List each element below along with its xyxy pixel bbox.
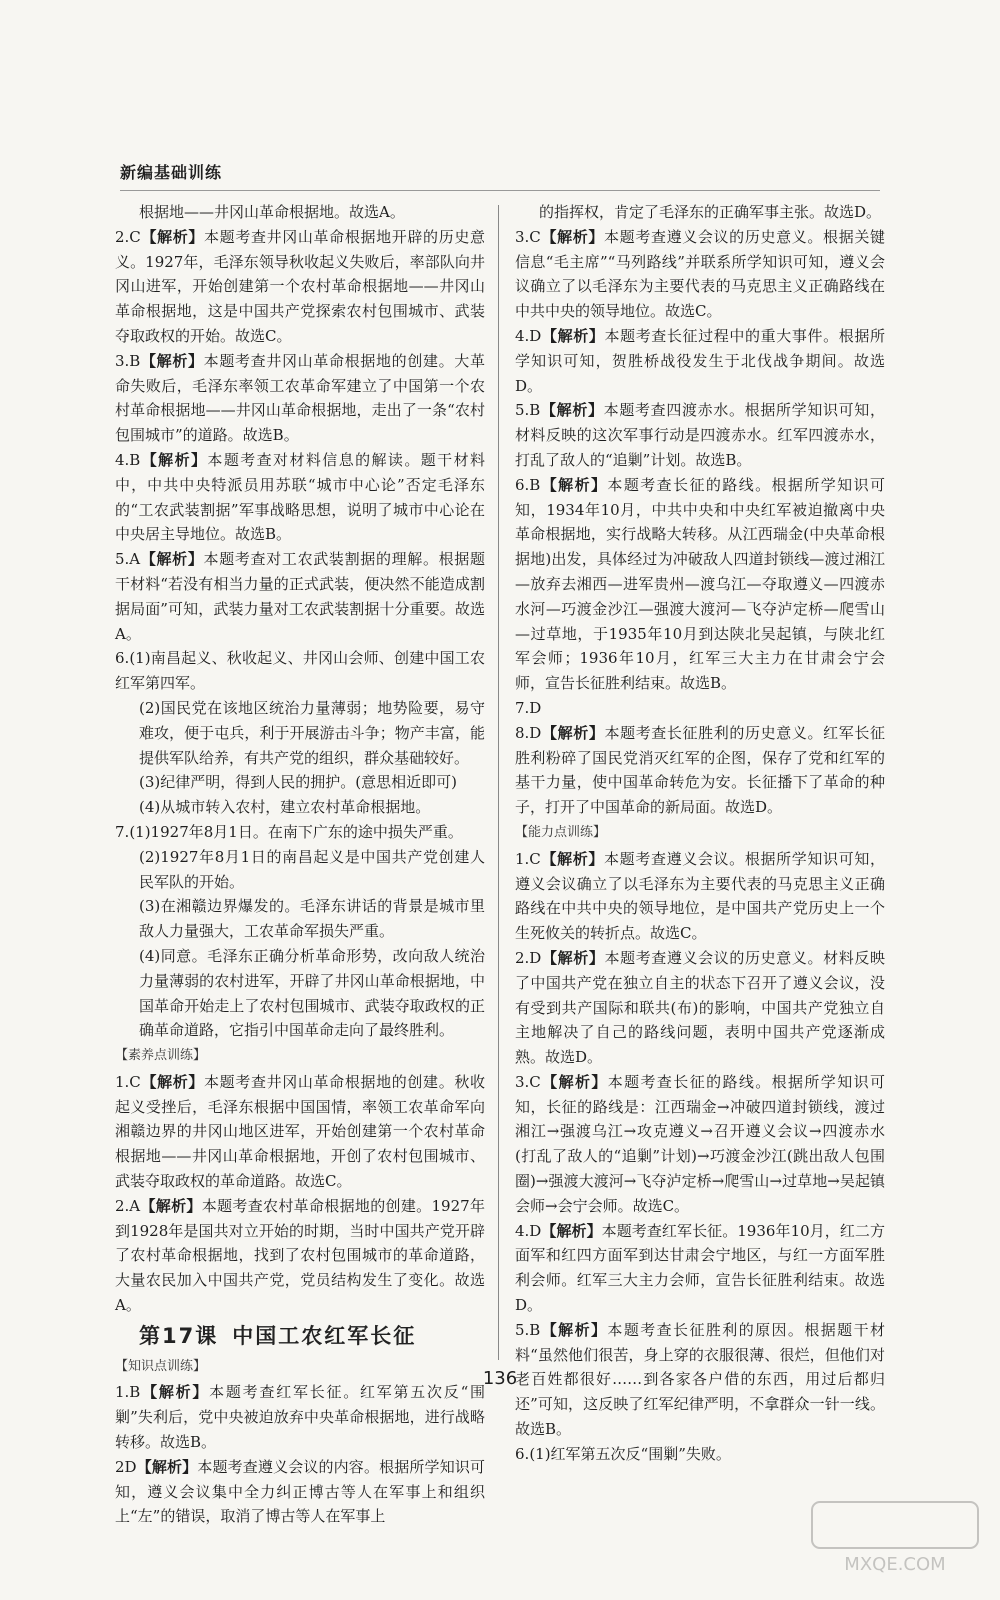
analysis-tag: 【解析】 xyxy=(540,849,605,868)
answer-text: 本题考查红军长征。红军第五次反“围剿”失利后，党中央被迫放弃中央革命根据地，进行战略转移。故选B。 xyxy=(115,1383,485,1452)
answer-number: 3.C xyxy=(515,1072,541,1091)
answer-item xyxy=(115,349,485,448)
answer-text: 本题考查红军长征。1936年10月，红二方面军和红四方面军到达甘肃会宁地区，与红一方面军胜利会师。红军三大主力会师，宣告长征胜利结束。故选D。 xyxy=(515,1221,885,1315)
answer-number: 1.B xyxy=(115,1383,141,1402)
answer-number: 4.D xyxy=(515,1221,542,1240)
analysis-tag: 【解析】 xyxy=(140,227,205,246)
answer-item xyxy=(115,894,485,944)
answer-item xyxy=(515,946,885,1070)
answer-item xyxy=(115,646,485,696)
answer-item xyxy=(115,770,485,795)
left-suyang-answers xyxy=(115,1070,485,1318)
answer-item xyxy=(515,847,885,946)
analysis-tag: 【解析】 xyxy=(541,1221,602,1240)
answer-text: (3)在湘赣边界爆发的。毛泽东讲话的背景是城市里敌人力量强大，工农革命军损失严重。 xyxy=(139,897,485,941)
answer-number: 3.C xyxy=(515,227,541,246)
answer-number: 4.B xyxy=(115,450,141,469)
answer-text: 本题考查井冈山革命根据地的创建。大革命失败后，毛泽东率领工农革命军建立了中国第一个农村革命根据地——井冈山革命根据地，走出了一条“农村包围城市”的道路。故选B。 xyxy=(115,351,485,445)
answer-text: 本题考查井冈山革命根据地开辟的历史意义。1927年，毛泽东领导秋收起义失败后，率部队向井冈山进军，开始创建第一个农村革命根据地——井冈山革命根据地，这是中国共产党探索农村包围城市、武装夺取政权的开始。故选C。 xyxy=(115,227,485,345)
answer-item xyxy=(515,398,885,472)
analysis-tag: 【解析】 xyxy=(140,1196,202,1215)
right-column xyxy=(515,200,885,1467)
answer-item xyxy=(115,547,485,646)
answer-item xyxy=(115,448,485,547)
answer-number: 3.B xyxy=(115,351,141,370)
answer-item xyxy=(515,324,885,398)
section-label-zhishi: 【知识点训练】 xyxy=(115,1358,207,1374)
analysis-tag: 【解析】 xyxy=(541,326,605,345)
answer-number: 1.C xyxy=(115,1072,141,1091)
left-column xyxy=(115,200,485,1529)
answer-item xyxy=(515,721,885,820)
analysis-tag: 【解析】 xyxy=(540,227,605,246)
section-label-suyang: 【素养点训练】 xyxy=(115,1048,207,1064)
answer-text: (2)国民党在该地区统治力量薄弱；地势险要，易守难攻，便于屯兵，利于开展游击斗争；物产丰富，能提供军队给养，有共产党的组织，群众基础较好。 xyxy=(139,698,485,767)
answer-text: 根据地——井冈山革命根据地。故选A。 xyxy=(139,203,405,221)
left-top-answers xyxy=(115,200,485,1043)
answer-item xyxy=(515,1219,885,1318)
answer-text: 本题考查长征胜利的历史意义。红军长征胜利粉碎了国民党消灭红军的企图，保存了党和红军的基干力量，使中国革命转危为安。长征播下了革命的种子，打开了中国革命的新局面。故选D。 xyxy=(515,723,885,817)
answer-number: 5.B xyxy=(515,401,541,420)
lesson-number: 第17课 xyxy=(139,1323,219,1348)
answer-text: (1)1927年8月1日。在南下广东的途中损失严重。 xyxy=(129,822,463,841)
analysis-tag: 【解析】 xyxy=(540,1320,608,1339)
answer-text: 本题考查农村革命根据地的创建。1927年到1928年是国共对立开始的时期，当时中国共产党开辟了农村革命根据地，找到了农村包围城市的革命道路，大量农民加入中国共产党，党员结构发生了变化。故选A。 xyxy=(115,1196,485,1315)
answer-text: 本题考查遵义会议的历史意义。根据关键信息“毛主席”“马列路线”并联系所学知识可知，遵义会议确立了以毛泽东为主要代表的马克思主义正确路线在中共中央的领导地位。故选C。 xyxy=(515,227,885,321)
answer-item xyxy=(115,1070,485,1194)
answer-item xyxy=(115,845,485,895)
page-number: 136 xyxy=(482,1368,518,1389)
running-header: 新编基础训练 xyxy=(120,163,223,182)
answer-text: 本题考查长征胜利的原因。根据题干材料“虽然他们很苦，身上穿的衣服很薄、很烂，但他们对老百姓都很好……到各家各户借的东西，用过后都归还”可知，这反映了红军纪律严明，不拿群众一针一线。故选B。 xyxy=(515,1320,885,1439)
analysis-tag: 【解析】 xyxy=(140,351,204,370)
analysis-tag: 【解析】 xyxy=(136,1457,198,1476)
answer-number: 7.D xyxy=(515,698,542,717)
answer-text: 本题考查对材料信息的解读。题干材料中，中共中央特派员用苏联“城市中心论”否定毛泽东的“工农武装割据”军事战略思想，说明了城市中心论在中央居主导地位。故选B。 xyxy=(115,450,485,544)
analysis-tag: 【解析】 xyxy=(140,450,208,469)
answer-number: 2D xyxy=(115,1457,137,1476)
right-top-answers xyxy=(515,200,885,820)
answer-text: 的指挥权，肯定了毛泽东的正确军事主张。故选D。 xyxy=(539,203,882,221)
analysis-tag: 【解析】 xyxy=(140,1383,210,1402)
analysis-tag: 【解析】 xyxy=(140,1072,205,1091)
answer-item xyxy=(515,225,885,324)
analysis-tag: 【解析】 xyxy=(140,550,204,569)
answer-number: 6.B xyxy=(515,475,541,494)
answer-text: 本题考查四渡赤水。根据所学知识可知，材料反映的这次军事行动是四渡赤水。红军四渡赤水，打乱了敌人的“追剿”计划。故选B。 xyxy=(515,401,885,469)
answer-item xyxy=(115,795,485,820)
answer-text: (3)纪律严明，得到人民的拥护。(意思相近即可) xyxy=(139,773,457,792)
answer-item xyxy=(515,1070,885,1219)
answer-text: 本题考查长征的路线。根据所学知识可知，1934年10月，中共中央和中央红军被迫撤离中央革命根据地，实行战略大转移。从江西瑞金(中央革命根据地)出发，具体经过为冲破敌人四道封锁线—渡过湘江—放弃去湘西—进军贵州—渡乌江—夺取遵义—四渡赤水河—巧渡金沙江—强渡大渡河—飞夺泸定桥—爬雪山—过草地，于1935年10月到达陕北吴起镇，与陕北红军会师；1936年10月，红军三大主力在甘肃会宁会师，宣告长征胜利结束。故选B。 xyxy=(515,475,885,693)
analysis-tag: 【解析】 xyxy=(541,723,605,742)
answer-item xyxy=(515,1442,885,1467)
answer-item xyxy=(515,696,885,721)
answer-text: 本题考查长征的路线。根据所学知识可知，长征的路线是：江西瑞金→冲破四道封锁线，渡过湘江→强渡乌江→攻克遵义→召开遵义会议→四渡赤水(打乱了敌人的“追剿”计划)→巧渡金沙江(跳出敌人包围圈)→强渡大渡河→飞夺泸定桥→爬雪山→过草地→吴起镇会师→会宁会师。故选C。 xyxy=(515,1072,885,1215)
answer-number: 5.B xyxy=(515,1320,541,1339)
answer-text: 本题考查遵义会议的内容。根据所学知识可知，遵义会议集中全力纠正博古等人在军事上和组织上“左”的错误，取消了博古等人在军事上 xyxy=(115,1457,485,1526)
answer-item xyxy=(515,473,885,696)
answer-item xyxy=(115,820,485,845)
analysis-tag: 【解析】 xyxy=(540,401,604,420)
answer-text: 本题考查井冈山革命根据地的创建。秋收起义受挫后，毛泽东根据中国国情，率领工农革命军向湘赣边界的井冈山地区进军，开始创建第一个农村革命根据地——井冈山革命根据地，开创了农村包围城市、武装夺取政权的革命道路。故选C。 xyxy=(115,1072,485,1191)
answer-text: 本题考查对工农武装割据的理解。根据题干材料“若没有相当力量的正式武装，便决然不能造成割据局面”可知，武装力量对工农武装割据十分重要。故选A。 xyxy=(115,550,485,643)
answer-text: 本题考查遵义会议。根据所学知识可知，遵义会议确立了以毛泽东为主要代表的马克思主义正确路线在中共中央的领导地位，是中国共产党历史上一个生死攸关的转折点。故选C。 xyxy=(515,849,885,943)
section-label-nengli: 【能力点训练】 xyxy=(515,824,607,840)
watermark-text: MXQE.COM xyxy=(844,1554,946,1575)
left-zhishi-answers xyxy=(115,1380,485,1529)
analysis-tag: 【解析】 xyxy=(541,948,605,967)
answer-item xyxy=(115,944,485,1043)
column-divider xyxy=(498,205,499,1360)
answer-text: (2)1927年8月1日的南昌起义是中国共产党创建人民军队的开始。 xyxy=(139,847,485,891)
answer-item xyxy=(515,200,885,225)
watermark-logo xyxy=(810,1500,980,1580)
answer-text: 本题考查遵义会议的历史意义。材料反映了中国共产党在独立自主的状态下召开了遵义会议，没有受到共产国际和联共(布)的影响，中国共产党独立自主地解决了自己的路线问题，表明中国共产党逐渐成熟。故选D。 xyxy=(515,948,885,1067)
answer-number: 8.D xyxy=(515,723,542,742)
answer-item xyxy=(115,1194,485,1318)
analysis-tag: 【解析】 xyxy=(540,475,608,494)
answer-number: 2.C xyxy=(115,227,141,246)
answer-item xyxy=(115,1455,485,1529)
answer-number: 6. xyxy=(515,1444,530,1463)
answer-item xyxy=(115,696,485,770)
lesson-title xyxy=(115,1324,485,1349)
answer-item xyxy=(115,1380,485,1454)
answer-number: 7. xyxy=(115,822,130,841)
answer-number: 4.D xyxy=(515,326,542,345)
answer-text: (1)红军第五次反“围剿”失败。 xyxy=(529,1444,731,1463)
answer-text: (4)从城市转入农村，建立农村革命根据地。 xyxy=(139,798,431,817)
answer-number: 2.D xyxy=(515,948,542,967)
answer-text: 本题考查长征过程中的重大事件。根据所学知识可知，贺胜桥战役发生于北伐战争期间。故选D。 xyxy=(515,326,885,395)
answer-item xyxy=(115,200,485,225)
answer-text: (1)南昌起义、秋收起义、井冈山会师、创建中国工农红军第四军。 xyxy=(115,649,485,693)
answer-number: 2.A xyxy=(115,1196,141,1215)
lesson-name: 中国工农红军长征 xyxy=(232,1323,417,1348)
answer-text: (4)同意。毛泽东正确分析革命形势，改向敌人统治力量薄弱的农村进军，开辟了井冈山革命根据地，中国革命开始走上了农村包围城市、武装夺取政权的正确革命道路，它指引中国革命走向了最终胜利。 xyxy=(139,946,485,1040)
answer-item xyxy=(115,225,485,349)
analysis-tag: 【解析】 xyxy=(540,1072,608,1091)
answer-number: 1.C xyxy=(515,849,541,868)
answer-number: 6. xyxy=(115,649,130,668)
header-divider xyxy=(120,190,880,191)
answer-number: 5.A xyxy=(115,550,141,569)
